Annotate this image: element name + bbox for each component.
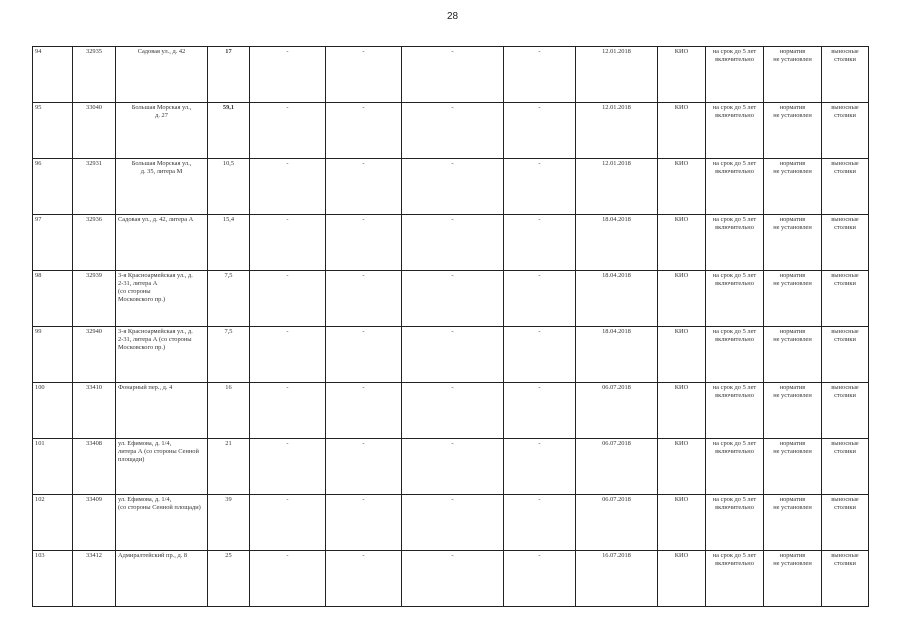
cell-norm xyxy=(764,495,822,551)
note-text: выносные столики xyxy=(831,104,859,119)
address-text: Большая Морская ул., д. 35, литера М xyxy=(131,160,192,175)
norm-text: норматив не установлен xyxy=(773,48,812,63)
address-text: Адмиралтейский пр., д. 8 xyxy=(118,552,188,559)
cell-row-number xyxy=(33,215,73,271)
cell-address xyxy=(116,159,208,215)
dash-4-text: - xyxy=(538,160,541,167)
cell-organization xyxy=(658,495,706,551)
object-id-text: 33040 xyxy=(86,104,102,111)
cell-date xyxy=(576,327,658,383)
date-text: 06.07.2018 xyxy=(602,496,631,503)
dash-1-text: - xyxy=(286,384,289,391)
organization-text: КИО xyxy=(674,48,689,55)
page-number: 28 xyxy=(446,11,459,22)
cell-dash-3 xyxy=(402,159,504,215)
dash-2-text: - xyxy=(362,384,365,391)
note-text: выносные столики xyxy=(831,440,859,455)
cell-dash-2 xyxy=(326,383,402,439)
dash-3-text: - xyxy=(451,328,454,335)
cell-address xyxy=(116,271,208,327)
cell-term xyxy=(706,159,764,215)
cell-dash-2 xyxy=(326,159,402,215)
cell-area xyxy=(208,271,250,327)
row-number-text: 102 xyxy=(35,496,45,503)
object-id-text: 33408 xyxy=(86,440,102,447)
cell-norm xyxy=(764,159,822,215)
cell-dash-3 xyxy=(402,215,504,271)
row-number-text: 99 xyxy=(35,328,42,335)
cell-area xyxy=(208,47,250,103)
area-text: 7,5 xyxy=(224,272,233,279)
cell-dash-3 xyxy=(402,495,504,551)
object-id-text: 32939 xyxy=(86,272,102,279)
address-text: Садовая ул., д. 42, литера А xyxy=(118,216,194,223)
cell-object-id xyxy=(73,327,116,383)
term-text: на срок до 5 лет включительно xyxy=(712,216,757,231)
cell-object-id xyxy=(73,159,116,215)
row-number-text: 98 xyxy=(35,272,42,279)
area-text: 7,5 xyxy=(224,328,233,335)
dash-1-text: - xyxy=(286,496,289,503)
table-row xyxy=(33,215,869,271)
area-text: 59,1 xyxy=(222,104,235,111)
dash-3-text: - xyxy=(451,160,454,167)
norm-text: норматив не установлен xyxy=(773,552,812,567)
cell-dash-1 xyxy=(250,159,326,215)
dash-3-text: - xyxy=(451,104,454,111)
cell-row-number xyxy=(33,439,73,495)
table-row xyxy=(33,439,869,495)
table-row xyxy=(33,383,869,439)
object-id-text: 32940 xyxy=(86,328,102,335)
cell-row-number xyxy=(33,159,73,215)
cell-dash-2 xyxy=(326,439,402,495)
cell-dash-4 xyxy=(504,551,576,607)
cell-note xyxy=(822,103,869,159)
object-id-text: 33412 xyxy=(86,552,102,559)
note-text: выносные столики xyxy=(831,160,859,175)
cell-area xyxy=(208,551,250,607)
cell-dash-4 xyxy=(504,495,576,551)
cell-dash-4 xyxy=(504,327,576,383)
dash-3-text: - xyxy=(451,272,454,279)
cell-dash-2 xyxy=(326,495,402,551)
organization-text: КИО xyxy=(674,552,689,559)
dash-3-text: - xyxy=(451,552,454,559)
dash-4-text: - xyxy=(538,48,541,55)
cell-object-id xyxy=(73,103,116,159)
cell-row-number xyxy=(33,271,73,327)
address-text: ул. Ефимова, д. 1/4, (со стороны Сенной площади) xyxy=(118,496,201,511)
cell-organization xyxy=(658,103,706,159)
dash-1-text: - xyxy=(286,160,289,167)
date-text: 18.04.2018 xyxy=(602,272,631,279)
term-text: на срок до 5 лет включительно xyxy=(712,496,757,511)
cell-area xyxy=(208,103,250,159)
dash-2-text: - xyxy=(362,272,365,279)
cell-term xyxy=(706,439,764,495)
cell-dash-2 xyxy=(326,327,402,383)
organization-text: КИО xyxy=(674,496,689,503)
cell-address xyxy=(116,103,208,159)
cell-note xyxy=(822,551,869,607)
date-text: 18.04.2018 xyxy=(602,328,631,335)
cell-dash-3 xyxy=(402,47,504,103)
organization-text: КИО xyxy=(674,104,689,111)
date-text: 12.01.2018 xyxy=(602,160,631,167)
cell-organization xyxy=(658,215,706,271)
object-id-text: 32936 xyxy=(86,216,102,223)
term-text: на срок до 5 лет включительно xyxy=(712,104,757,119)
dash-3-text: - xyxy=(451,496,454,503)
organization-text: КИО xyxy=(674,216,689,223)
cell-organization xyxy=(658,383,706,439)
term-text: на срок до 5 лет включительно xyxy=(712,328,757,343)
note-text: выносные столики xyxy=(831,552,859,567)
cell-area xyxy=(208,327,250,383)
cell-dash-1 xyxy=(250,327,326,383)
cell-date xyxy=(576,47,658,103)
cell-date xyxy=(576,103,658,159)
norm-text: норматив не установлен xyxy=(773,384,812,399)
cell-object-id xyxy=(73,383,116,439)
cell-dash-1 xyxy=(250,551,326,607)
table-row xyxy=(33,551,869,607)
dash-4-text: - xyxy=(538,496,541,503)
cell-note xyxy=(822,271,869,327)
dash-2-text: - xyxy=(362,104,365,111)
cell-dash-1 xyxy=(250,495,326,551)
address-text: 3-я Красноармейская ул., д. 2-31, литера А (со стороны Московского пр.) xyxy=(118,328,193,351)
cell-dash-1 xyxy=(250,103,326,159)
row-number-text: 96 xyxy=(35,160,42,167)
row-number-text: 95 xyxy=(35,104,42,111)
object-id-text: 32931 xyxy=(86,160,102,167)
area-text: 10,5 xyxy=(222,160,235,167)
cell-note xyxy=(822,383,869,439)
area-text: 39 xyxy=(225,496,232,503)
note-text: выносные столики xyxy=(831,216,859,231)
cell-area xyxy=(208,383,250,439)
cell-note xyxy=(822,327,869,383)
cell-object-id xyxy=(73,271,116,327)
table-body xyxy=(33,47,869,607)
register-table xyxy=(32,46,869,607)
cell-organization xyxy=(658,551,706,607)
row-number-text: 100 xyxy=(35,384,45,391)
area-text: 25 xyxy=(225,552,232,559)
dash-2-text: - xyxy=(362,216,365,223)
cell-area xyxy=(208,439,250,495)
date-text: 06.07.2018 xyxy=(602,440,631,447)
cell-address xyxy=(116,495,208,551)
cell-organization xyxy=(658,159,706,215)
cell-object-id xyxy=(73,551,116,607)
norm-text: норматив не установлен xyxy=(773,160,812,175)
date-text: 12.01.2018 xyxy=(602,104,631,111)
cell-dash-2 xyxy=(326,215,402,271)
address-text: 3-я Красноармейская ул., д. 2-31, литера А (со стороны Московского пр.) xyxy=(118,272,193,303)
cell-dash-1 xyxy=(250,383,326,439)
cell-term xyxy=(706,327,764,383)
area-text: 15,4 xyxy=(222,216,235,223)
dash-4-text: - xyxy=(538,216,541,223)
term-text: на срок до 5 лет включительно xyxy=(712,160,757,175)
cell-address xyxy=(116,383,208,439)
dash-4-text: - xyxy=(538,440,541,447)
table-row xyxy=(33,47,869,103)
norm-text: норматив не установлен xyxy=(773,104,812,119)
cell-row-number xyxy=(33,327,73,383)
cell-organization xyxy=(658,439,706,495)
cell-dash-2 xyxy=(326,271,402,327)
dash-1-text: - xyxy=(286,216,289,223)
dash-1-text: - xyxy=(286,48,289,55)
cell-object-id xyxy=(73,47,116,103)
cell-address xyxy=(116,47,208,103)
table-row xyxy=(33,327,869,383)
table-row xyxy=(33,103,869,159)
cell-term xyxy=(706,495,764,551)
cell-note xyxy=(822,439,869,495)
dash-3-text: - xyxy=(451,440,454,447)
note-text: выносные столики xyxy=(831,328,859,343)
cell-dash-1 xyxy=(250,47,326,103)
cell-term xyxy=(706,215,764,271)
cell-dash-4 xyxy=(504,215,576,271)
note-text: выносные столики xyxy=(831,496,859,511)
dash-3-text: - xyxy=(451,216,454,223)
cell-term xyxy=(706,47,764,103)
cell-dash-3 xyxy=(402,327,504,383)
cell-term xyxy=(706,271,764,327)
cell-dash-3 xyxy=(402,383,504,439)
cell-dash-2 xyxy=(326,103,402,159)
cell-norm xyxy=(764,439,822,495)
row-number-text: 94 xyxy=(35,48,42,55)
cell-note xyxy=(822,495,869,551)
norm-text: норматив не установлен xyxy=(773,496,812,511)
cell-term xyxy=(706,551,764,607)
cell-date xyxy=(576,383,658,439)
cell-dash-4 xyxy=(504,383,576,439)
term-text: на срок до 5 лет включительно xyxy=(712,384,757,399)
dash-3-text: - xyxy=(451,384,454,391)
dash-4-text: - xyxy=(538,552,541,559)
norm-text: норматив не установлен xyxy=(773,328,812,343)
cell-dash-3 xyxy=(402,271,504,327)
cell-date xyxy=(576,159,658,215)
cell-date xyxy=(576,551,658,607)
organization-text: КИО xyxy=(674,384,689,391)
cell-area xyxy=(208,495,250,551)
dash-2-text: - xyxy=(362,160,365,167)
cell-object-id xyxy=(73,495,116,551)
dash-2-text: - xyxy=(362,440,365,447)
address-text: ул. Ефимова, д. 1/4, литера А (со стороны Сенной площади) xyxy=(118,440,199,463)
organization-text: КИО xyxy=(674,328,689,335)
dash-1-text: - xyxy=(286,440,289,447)
area-text: 21 xyxy=(225,440,232,447)
cell-dash-4 xyxy=(504,103,576,159)
cell-norm xyxy=(764,47,822,103)
cell-dash-2 xyxy=(326,47,402,103)
cell-dash-1 xyxy=(250,215,326,271)
cell-row-number xyxy=(33,551,73,607)
cell-term xyxy=(706,383,764,439)
cell-norm xyxy=(764,327,822,383)
dash-4-text: - xyxy=(538,272,541,279)
dash-1-text: - xyxy=(286,104,289,111)
cell-organization xyxy=(658,327,706,383)
cell-address xyxy=(116,215,208,271)
object-id-text: 32935 xyxy=(86,48,102,55)
cell-area xyxy=(208,215,250,271)
cell-area xyxy=(208,159,250,215)
organization-text: КИО xyxy=(674,160,689,167)
organization-text: КИО xyxy=(674,272,689,279)
address-text: Садовая ул., д. 42 xyxy=(137,48,186,55)
note-text: выносные столики xyxy=(831,384,859,399)
table-row xyxy=(33,159,869,215)
object-id-text: 33409 xyxy=(86,496,102,503)
dash-4-text: - xyxy=(538,384,541,391)
cell-object-id xyxy=(73,215,116,271)
cell-date xyxy=(576,495,658,551)
cell-address xyxy=(116,439,208,495)
cell-dash-4 xyxy=(504,159,576,215)
cell-date xyxy=(576,215,658,271)
note-text: выносные столики xyxy=(831,272,859,287)
cell-row-number xyxy=(33,495,73,551)
cell-norm xyxy=(764,383,822,439)
cell-norm xyxy=(764,215,822,271)
cell-note xyxy=(822,159,869,215)
dash-2-text: - xyxy=(362,48,365,55)
area-text: 16 xyxy=(225,384,232,391)
dash-1-text: - xyxy=(286,328,289,335)
term-text: на срок до 5 лет включительно xyxy=(712,440,757,455)
cell-dash-1 xyxy=(250,271,326,327)
area-text: 17 xyxy=(225,48,232,55)
cell-row-number xyxy=(33,47,73,103)
address-text: Фонарный пер., д. 4 xyxy=(118,384,173,391)
date-text: 12.01.2018 xyxy=(602,48,631,55)
dash-1-text: - xyxy=(286,552,289,559)
dash-4-text: - xyxy=(538,328,541,335)
term-text: на срок до 5 лет включительно xyxy=(712,552,757,567)
term-text: на срок до 5 лет включительно xyxy=(712,48,757,63)
cell-norm xyxy=(764,103,822,159)
cell-dash-1 xyxy=(250,439,326,495)
cell-norm xyxy=(764,271,822,327)
address-text: Большая Морская ул., д. 27 xyxy=(131,104,192,119)
cell-norm xyxy=(764,551,822,607)
date-text: 18.04.2018 xyxy=(602,216,631,223)
table-row xyxy=(33,271,869,327)
cell-address xyxy=(116,327,208,383)
table-row xyxy=(33,495,869,551)
dash-4-text: - xyxy=(538,104,541,111)
cell-object-id xyxy=(73,439,116,495)
dash-1-text: - xyxy=(286,272,289,279)
row-number-text: 101 xyxy=(35,440,45,447)
term-text: на срок до 5 лет включительно xyxy=(712,272,757,287)
norm-text: норматив не установлен xyxy=(773,440,812,455)
dash-3-text: - xyxy=(451,48,454,55)
cell-date xyxy=(576,271,658,327)
dash-2-text: - xyxy=(362,328,365,335)
cell-address xyxy=(116,551,208,607)
cell-dash-4 xyxy=(504,47,576,103)
dash-2-text: - xyxy=(362,496,365,503)
norm-text: норматив не установлен xyxy=(773,272,812,287)
cell-organization xyxy=(658,47,706,103)
note-text: выносные столики xyxy=(831,48,859,63)
cell-row-number xyxy=(33,383,73,439)
cell-date xyxy=(576,439,658,495)
date-text: 06.07.2018 xyxy=(602,384,631,391)
dash-2-text: - xyxy=(362,552,365,559)
cell-organization xyxy=(658,271,706,327)
cell-dash-4 xyxy=(504,439,576,495)
cell-dash-4 xyxy=(504,271,576,327)
cell-row-number xyxy=(33,103,73,159)
cell-note xyxy=(822,47,869,103)
object-id-text: 33410 xyxy=(86,384,102,391)
row-number-text: 103 xyxy=(35,552,45,559)
cell-note xyxy=(822,215,869,271)
cell-dash-2 xyxy=(326,551,402,607)
norm-text: норматив не установлен xyxy=(773,216,812,231)
cell-dash-3 xyxy=(402,439,504,495)
cell-dash-3 xyxy=(402,551,504,607)
date-text: 16.07.2018 xyxy=(602,552,631,559)
cell-dash-3 xyxy=(402,103,504,159)
organization-text: КИО xyxy=(674,440,689,447)
cell-term xyxy=(706,103,764,159)
row-number-text: 97 xyxy=(35,216,42,223)
